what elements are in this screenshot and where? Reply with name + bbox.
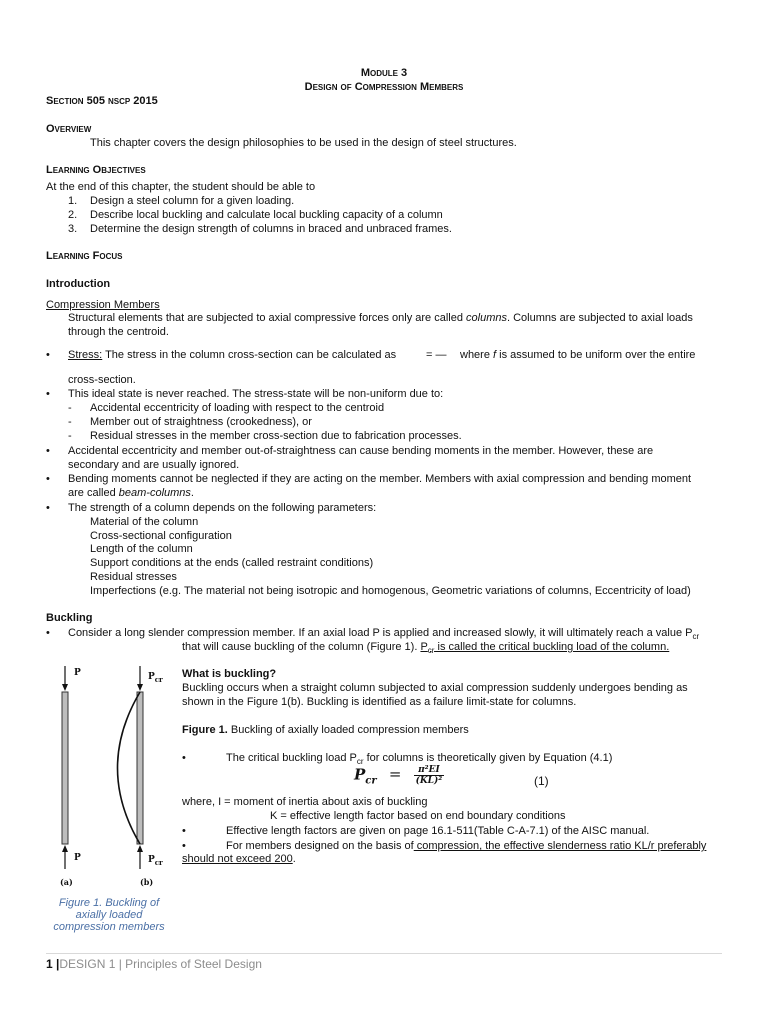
ideal-state-text: This ideal state is never reached. The stress-state will be non-uniform due to: — [68, 388, 444, 400]
bullet-icon: • — [46, 349, 50, 361]
arrow-head-a-bottom — [62, 845, 68, 852]
bullet-icon: • — [46, 445, 50, 457]
section-label: Section 505 nscp 2015 — [46, 95, 158, 107]
param-item: Length of the column — [90, 543, 193, 555]
objective-item: 3. Determine the design strength of columns in braced and unbraced frames. — [68, 223, 452, 235]
introduction-heading: Introduction — [46, 278, 111, 290]
dash-icon: - — [68, 416, 72, 428]
buckled-column-reference — [137, 692, 143, 844]
label-p-top: P — [74, 668, 81, 678]
bullet-icon: • — [46, 388, 50, 400]
strength-text: The strength of a column depends on the following parameters: — [68, 502, 377, 514]
stress-after: where f is assumed to be uniform over the entire — [460, 349, 696, 361]
param-item: Residual stresses — [90, 571, 177, 583]
accidental-text: Accidental eccentricity and member out-of-straightness can cause bending moments in the member. However, these are — [68, 445, 654, 457]
param-item: Imperfections (e.g. The material not being isotropic and homogenous, Geometric variations of columns, Eccentricity of load) — [90, 585, 691, 597]
where-text-k: K = effective length factor based on end boundary conditions — [270, 810, 566, 822]
euler-equation: $P_{cr}$ = $\frac{\text{π²EI}}{\text{(KL)²}}$ — [354, 765, 443, 787]
overview-text: This chapter covers the design philosophies to be used in the design of steel structures. — [90, 137, 517, 149]
objectives-heading: Learning Objectives — [46, 164, 146, 176]
accidental-text-line2: secondary and are usually ignored. — [68, 459, 240, 471]
footer — [46, 957, 262, 971]
what-is-buckling-text: Buckling occurs when a straight column subjected to axial compression suddenly undergoes bending as — [182, 682, 688, 694]
effective-length-text: Effective length factors are given on page 16.1-511(Table C-A-7.1) of the AISC manual. — [226, 825, 650, 837]
compression-members-subheading: Compression Members — [46, 299, 160, 311]
slenderness-text: For members designed on the basis of compression, the effective slenderness ratio KL/r preferably — [226, 840, 707, 852]
what-is-buckling-heading: What is buckling? — [182, 668, 277, 680]
dash-icon: - — [68, 430, 72, 442]
objective-item: 1. Design a steel column for a given loading. — [68, 195, 295, 207]
page-title: Design of Compression Members — [304, 81, 464, 93]
stress-line: Stress: The stress in the column cross-section can be calculated as — [68, 349, 397, 361]
dash-item: Accidental eccentricity of loading with respect to the centroid — [90, 402, 385, 414]
label-a: (a) — [60, 877, 73, 887]
bullet-icon: • — [182, 825, 186, 837]
intro-paragraph-line2: through the centroid. — [68, 326, 169, 338]
bending-text: Bending moments cannot be neglected if they are acting on the member. Members with axial compression and bending moment — [68, 473, 692, 485]
bullet-icon: • — [46, 473, 50, 485]
bending-text-line2: are called beam-columns. — [68, 487, 194, 499]
where-text: where, I = moment of inertia about axis of buckling — [182, 796, 428, 808]
dash-icon: - — [68, 402, 72, 414]
buckling-intro: Consider a long slender compression member. If an axial load P is applied and increased slowly, it will ultimately reach a value $P_{cr}$ — [68, 627, 700, 642]
page-number: 1 | — [46, 957, 60, 971]
stress-formula: = — — [426, 349, 447, 361]
buckling-heading: Buckling — [46, 612, 93, 624]
bullet-icon: • — [182, 752, 186, 764]
what-is-buckling-text-line2: shown in the Figure 1(b). Buckling is identified as a failure limit-state for columns. — [182, 696, 577, 708]
intro-paragraph: Structural elements that are subjected to axial compressive forces only are called columns. Columns are subjected to axial loads — [68, 312, 693, 324]
bullet-icon: • — [46, 627, 50, 639]
equation-number: (1) — [534, 774, 549, 788]
critical-load-text: The critical buckling load $P_{cr}$ for columns is theoretically given by Equation (4.1) — [226, 752, 613, 767]
slenderness-text-line2: should not exceed 200. — [182, 853, 296, 865]
dash-item: Member out of straightness (crookedness), or — [90, 416, 312, 428]
label-pcr-bottom: $P_{cr}$ — [148, 855, 163, 867]
euler-fraction: $\frac{\text{π²EI}}{\text{(KL)²}}$ — [415, 765, 443, 786]
focus-heading: Learning Focus — [46, 250, 123, 262]
arrow-head-b-top — [137, 684, 143, 691]
bullet-icon: • — [182, 840, 186, 852]
param-item: Cross-sectional configuration — [90, 530, 232, 542]
module-label: Module 3 — [360, 67, 408, 79]
bullet-icon: • — [46, 502, 50, 514]
stress-line2: cross-section. — [68, 374, 136, 386]
overview-heading: Overview — [46, 123, 92, 135]
footer-divider — [46, 953, 722, 954]
label-pcr-top: $P_{cr}$ — [148, 672, 163, 684]
objectives-intro: At the end of this chapter, the student should be able to — [46, 181, 316, 193]
objective-item: 2. Describe local buckling and calculate local buckling capacity of a column — [68, 209, 443, 221]
figure-reference: Figure 1. Buckling of axially loaded compression members — [182, 724, 469, 736]
footer-title: DESIGN 1 | Principles of Steel Design — [59, 957, 262, 971]
dash-item: Residual stresses in the member cross-section due to fabrication processes. — [90, 430, 462, 442]
label-p-bottom: P — [74, 853, 81, 863]
straight-column — [62, 692, 68, 844]
figure-caption: Figure 1. Buckling of axially loaded compression members — [53, 897, 165, 933]
arrow-head-a-top — [62, 684, 68, 691]
arrow-head-b-bottom — [137, 845, 143, 852]
param-item: Support conditions at the ends (called restraint conditions) — [90, 557, 374, 569]
label-b: (b) — [140, 877, 154, 887]
param-item: Material of the column — [90, 516, 199, 528]
buckling-intro-line2: that will cause buckling of the column (Figure 1). $P_{cr}$ is called the critical buckling load of the column. — [182, 641, 670, 656]
